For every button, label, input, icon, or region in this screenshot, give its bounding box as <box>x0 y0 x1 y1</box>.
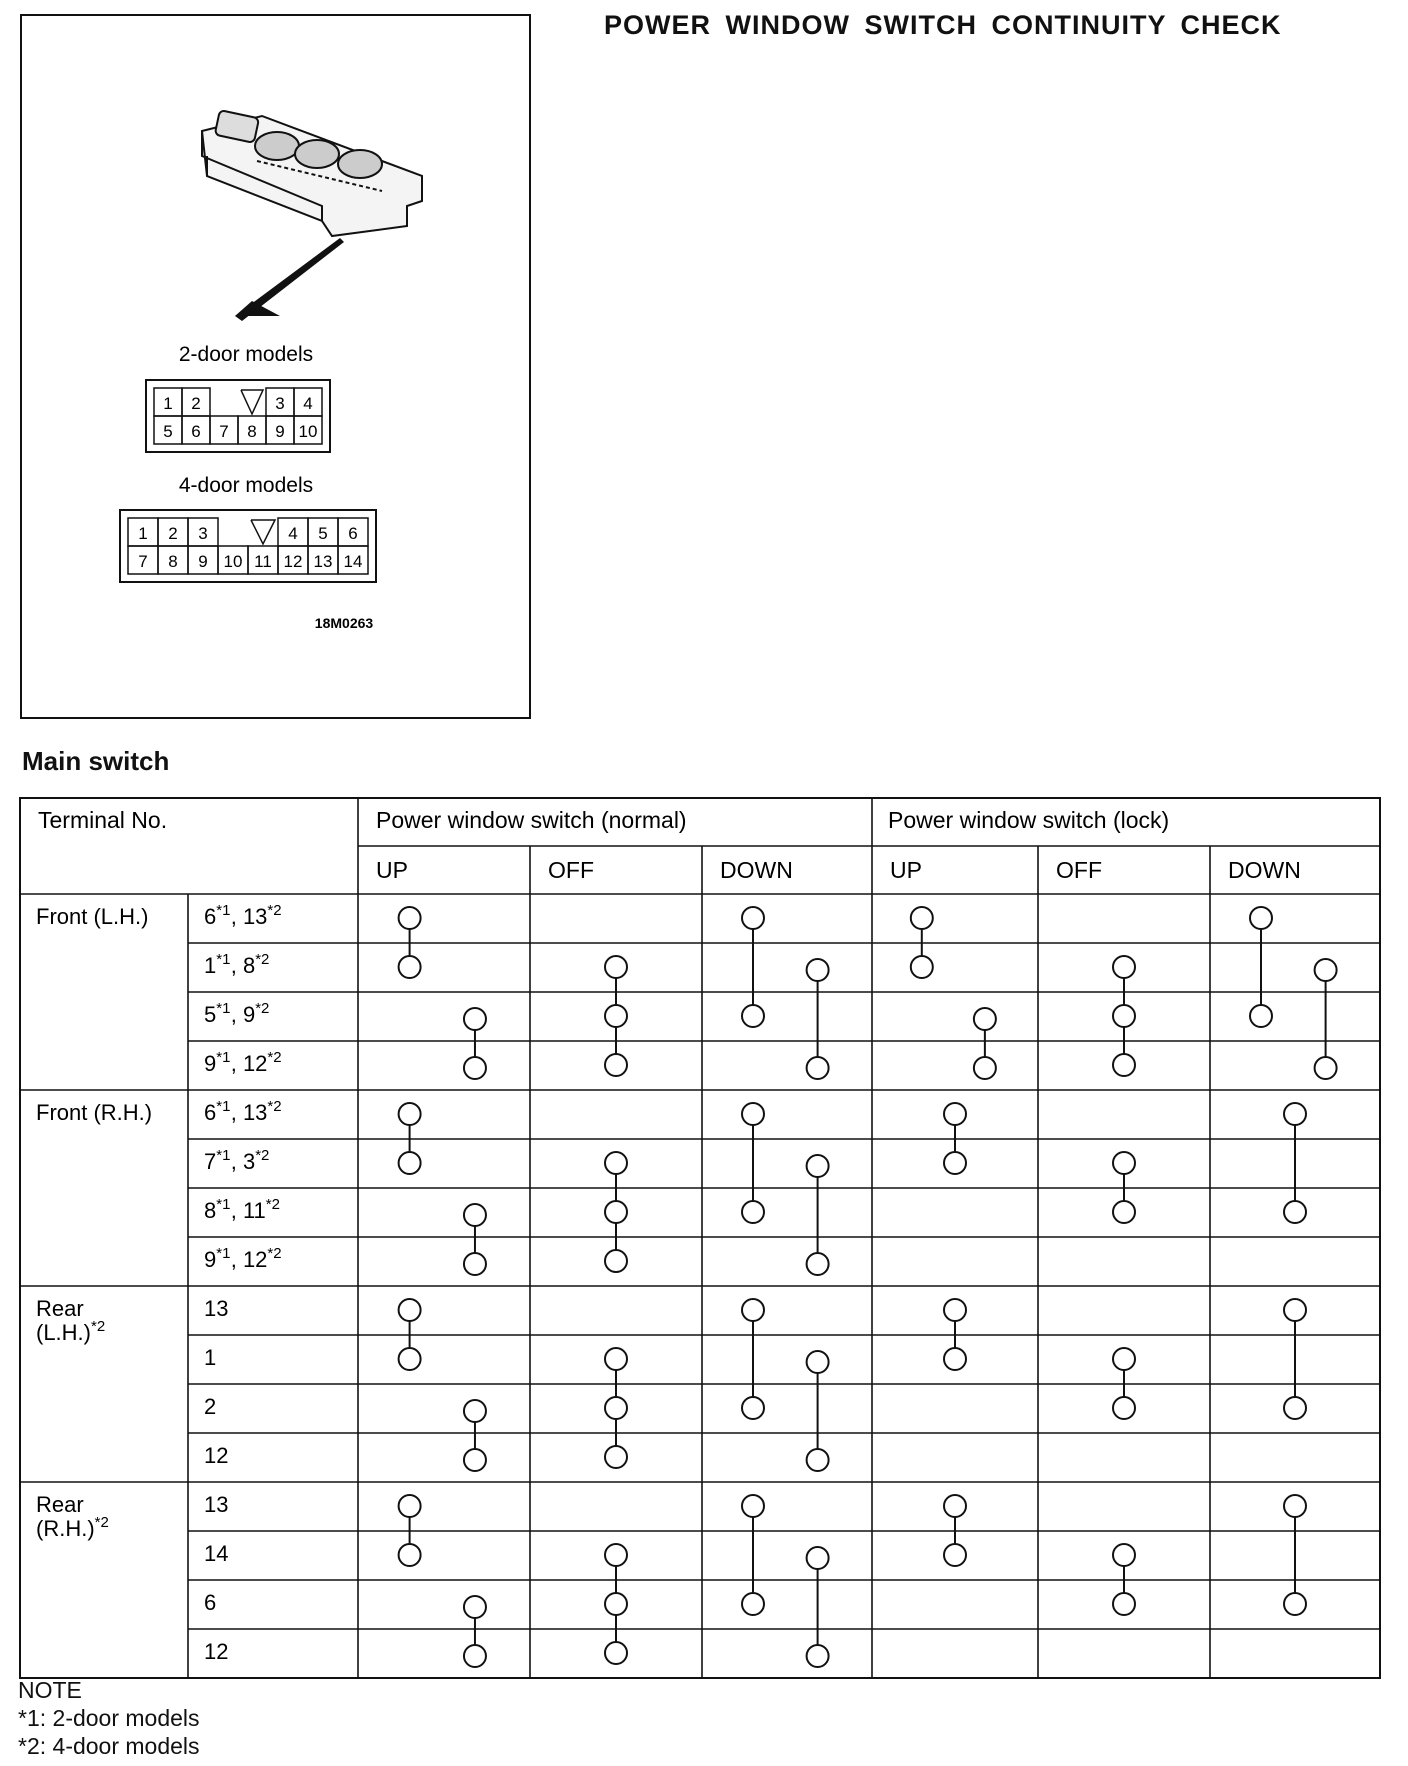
continuity-terminal <box>399 1495 421 1517</box>
header-normal: Power window switch (normal) <box>376 807 687 833</box>
continuity-terminal <box>1284 1103 1306 1125</box>
sub-header-up: UP <box>376 857 408 883</box>
terminal-number: 12 <box>204 1639 229 1664</box>
connector-pin-number: 11 <box>254 552 272 571</box>
connector-pin-number: 5 <box>163 422 173 441</box>
continuity-terminal <box>605 1201 627 1223</box>
group-name: Front (L.H.) <box>36 904 149 929</box>
continuity-terminal <box>399 907 421 929</box>
connector-pin-number: 5 <box>318 524 328 543</box>
continuity-terminal <box>1250 907 1272 929</box>
continuity-terminal <box>605 1054 627 1076</box>
continuity-terminal <box>974 1057 996 1079</box>
continuity-terminal <box>742 907 764 929</box>
continuity-terminal <box>605 1152 627 1174</box>
connector-pin-number: 9 <box>275 422 285 441</box>
continuity-terminal <box>464 1596 486 1618</box>
connector-pin-number: 4 <box>303 394 313 413</box>
continuity-terminal <box>1284 1495 1306 1517</box>
terminal-number: 14 <box>204 1541 229 1566</box>
continuity-terminal <box>807 1449 829 1471</box>
continuity-terminal <box>742 1299 764 1321</box>
continuity-terminal <box>399 956 421 978</box>
continuity-terminal <box>1284 1201 1306 1223</box>
connector-pin-number: 7 <box>219 422 229 441</box>
terminal-number: 2 <box>204 1394 217 1419</box>
connector-pin-number: 10 <box>223 552 243 571</box>
continuity-terminal <box>742 1005 764 1027</box>
continuity-terminal <box>605 1005 627 1027</box>
note-line-2: *2: 4-door models <box>18 1733 200 1759</box>
continuity-terminal <box>605 1544 627 1566</box>
continuity-terminal <box>464 1449 486 1471</box>
notes <box>18 1676 200 1760</box>
connector-pin-number: 6 <box>348 524 358 543</box>
continuity-terminal <box>1113 1544 1135 1566</box>
terminal-number: 9$^{*1}$ , 12$^{*2}$ <box>204 1049 282 1076</box>
group-name: Rear <box>36 1492 84 1517</box>
connector-pin-number: 2 <box>168 524 178 543</box>
connector-pin-number: 3 <box>198 524 208 543</box>
label-2door: 2-door models <box>178 343 314 366</box>
terminal-number: 9$^{*1}$ , 12$^{*2}$ <box>204 1245 282 1272</box>
connector-pin-number: 8 <box>247 422 257 441</box>
continuity-terminal <box>1250 1005 1272 1027</box>
continuity-terminal <box>1284 1397 1306 1419</box>
continuity-terminal <box>742 1201 764 1223</box>
connector-pin-number: 3 <box>275 394 285 413</box>
terminal-number: 1$^{*1}$ , 8$^{*2}$ <box>204 951 270 978</box>
connector-pin-number: 4 <box>288 524 298 543</box>
continuity-terminal <box>605 1250 627 1272</box>
continuity-terminal <box>1113 1593 1135 1615</box>
header-lock: Power window switch (lock) <box>888 807 1170 833</box>
continuity-terminal <box>807 1645 829 1667</box>
connector-pin-number: 2 <box>191 394 201 413</box>
note-heading: NOTE <box>18 1677 82 1703</box>
continuity-terminal <box>605 1348 627 1370</box>
terminal-number: 7$^{*1}$ , 3$^{*2}$ <box>204 1147 270 1174</box>
continuity-terminal <box>742 1593 764 1615</box>
sub-header-off: OFF <box>1056 857 1102 883</box>
connector-pin-number: 1 <box>138 524 148 543</box>
continuity-terminal <box>399 1544 421 1566</box>
note-line-1: *1: 2-door models <box>18 1705 200 1731</box>
continuity-terminal <box>944 1152 966 1174</box>
terminal-number: 12 <box>204 1443 229 1468</box>
continuity-terminal <box>399 1299 421 1321</box>
connector-pin-number: 9 <box>198 552 208 571</box>
continuity-terminal <box>807 1547 829 1569</box>
continuity-terminal <box>464 1253 486 1275</box>
figure-code: 18M0263 <box>314 615 374 631</box>
connector-pin-number: 7 <box>138 552 148 571</box>
continuity-terminal <box>464 1008 486 1030</box>
continuity-terminal <box>1284 1299 1306 1321</box>
continuity-terminal <box>605 1642 627 1664</box>
continuity-terminal <box>1113 1152 1135 1174</box>
continuity-terminal <box>1113 1397 1135 1419</box>
continuity-terminal <box>807 959 829 981</box>
continuity-terminal <box>399 1152 421 1174</box>
terminal-number: 13 <box>204 1492 229 1517</box>
terminal-number: 6$^{*1}$ , 13$^{*2}$ <box>204 1098 282 1125</box>
continuity-terminal <box>1113 956 1135 978</box>
continuity-terminal <box>605 1446 627 1468</box>
continuity-terminal <box>1284 1593 1306 1615</box>
continuity-terminal <box>605 1593 627 1615</box>
continuity-terminal <box>1113 1054 1135 1076</box>
continuity-terminal <box>944 1544 966 1566</box>
continuity-terminal <box>807 1057 829 1079</box>
continuity-terminal <box>944 1103 966 1125</box>
continuity-terminal <box>605 956 627 978</box>
terminal-number: 6 <box>204 1590 217 1615</box>
connector-pin-number: 6 <box>191 422 201 441</box>
group-name-side: $(R.H.)^{*2}$ <box>36 1514 109 1541</box>
continuity-terminal <box>464 1400 486 1422</box>
sub-header-down: DOWN <box>1228 857 1301 883</box>
continuity-terminal <box>742 1495 764 1517</box>
connector-pin-number: 10 <box>298 422 318 441</box>
continuity-terminal <box>742 1103 764 1125</box>
continuity-terminal <box>605 1397 627 1419</box>
terminal-number: 13 <box>204 1296 229 1321</box>
continuity-terminal <box>464 1645 486 1667</box>
sub-header-down: DOWN <box>720 857 793 883</box>
continuity-terminal <box>464 1057 486 1079</box>
connector-pin-number: 1 <box>163 394 173 413</box>
terminal-header: Terminal No. <box>38 807 168 833</box>
continuity-terminal <box>807 1253 829 1275</box>
continuity-terminal <box>464 1204 486 1226</box>
terminal-number: 1 <box>204 1345 217 1370</box>
continuity-terminal <box>807 1351 829 1373</box>
sub-header-off: OFF <box>548 857 594 883</box>
connector-pin-number: 8 <box>168 552 178 571</box>
connector-pin-number: 12 <box>283 552 303 571</box>
continuity-terminal <box>1315 959 1337 981</box>
group-name: Rear <box>36 1296 84 1321</box>
continuity-terminal <box>742 1397 764 1419</box>
continuity-terminal <box>399 1348 421 1370</box>
section-title: Main switch <box>22 746 170 776</box>
continuity-terminal <box>1315 1057 1337 1079</box>
page-title: POWER WINDOW SWITCH CONTINUITY CHECK <box>604 10 1282 40</box>
terminal-number: 8$^{*1}$ , 11$^{*2}$ <box>204 1196 280 1223</box>
terminal-number: 5$^{*1}$ , 9$^{*2}$ <box>204 1000 270 1027</box>
continuity-terminal <box>944 1495 966 1517</box>
terminal-number: 6$^{*1}$ , 13$^{*2}$ <box>204 902 282 929</box>
continuity-terminal <box>1113 1348 1135 1370</box>
group-name: Front (R.H.) <box>36 1100 153 1125</box>
continuity-terminal <box>911 907 933 929</box>
continuity-terminal <box>911 956 933 978</box>
continuity-terminal <box>944 1299 966 1321</box>
connector-pin-number: 14 <box>343 552 363 571</box>
sub-header-up: UP <box>890 857 922 883</box>
continuity-terminal <box>1113 1201 1135 1223</box>
continuity-terminal <box>1113 1005 1135 1027</box>
group-name-side: $(L.H.)^{*2}$ <box>36 1318 106 1345</box>
connector-pin-number: 13 <box>313 552 333 571</box>
continuity-terminal <box>944 1348 966 1370</box>
label-4door: 4-door models <box>178 474 314 497</box>
continuity-terminal <box>807 1155 829 1177</box>
continuity-terminal <box>974 1008 996 1030</box>
continuity-terminal <box>399 1103 421 1125</box>
